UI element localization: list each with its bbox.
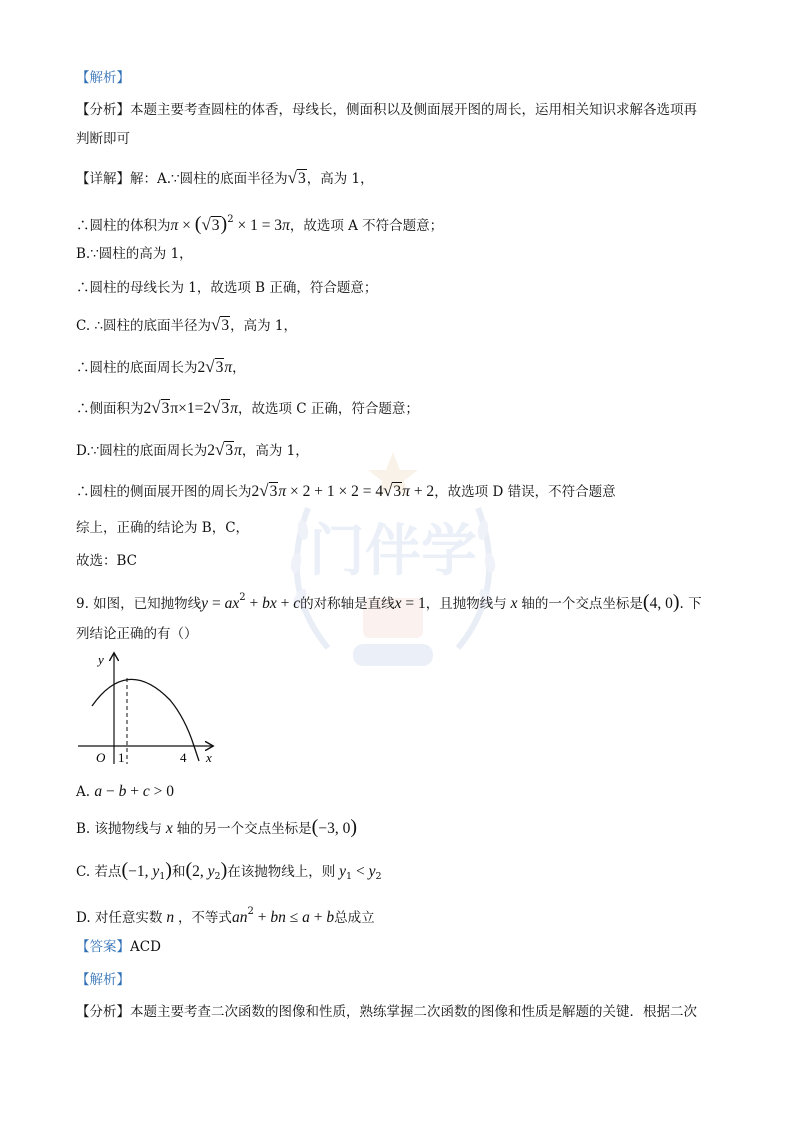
tick-1-label: 1	[118, 750, 125, 765]
y-axis-label: y	[98, 652, 104, 667]
x-axis-label: x	[206, 750, 212, 765]
detail-line-9: ∴圆柱的侧面展开图的周长为2√3π × 2 + 1 × 2 = 4√3π + 2，故选项 D 错误，不符合题意	[76, 481, 616, 500]
detail-line-2: ∴圆柱的体积为$\pi \times (√3)^2 \times 1 = 3\pi$，故选项 A 不符合题意；	[76, 213, 444, 235]
summary-line: 综上，正确的结论为 B，C，	[76, 520, 250, 536]
parabola-curve	[92, 679, 199, 761]
watermark-text: 门伴学	[309, 519, 477, 584]
analysis-heading: 【解析】	[76, 70, 130, 86]
q9-analysis-text: 【分析】本题主要考查二次函数的图像和性质，熟练掌握二次函数的图像和性质是解题的关键．根据二次	[76, 1004, 697, 1020]
q9-option-d: D. 对任意实数 n ，不等式$an^2$ + bn ≤ a + b总成立	[76, 906, 375, 926]
tick-4-label: 4	[180, 750, 187, 765]
choice-line: 故选：BC	[76, 553, 138, 569]
origin-label: O	[96, 750, 106, 765]
detail-line-3: B.∵圆柱的高为 1，	[76, 246, 193, 262]
analysis-text-cont: 判断即可	[76, 131, 130, 147]
q9-stem-line-1: 9. 如图，已知抛物线$y = ax^2$ + bx + c的对称轴是直线x = 1，且抛物线与 x 轴的一个交点坐标是(4, 0). 下	[76, 591, 702, 613]
detail-line-4: ∴圆柱的母线长为 1，故选项 B 正确，符合题意；	[76, 280, 378, 296]
q9-option-b: B. 该抛物线与 x 轴的另一个交点坐标是(−3, 0)	[76, 816, 357, 838]
q9-option-c: C. 若点(−1, $y_1$)和(2, $y_2$)在该抛物线上，则 $y_1 < y_2$	[76, 859, 382, 882]
analysis-text: 【分析】本题主要考查圆柱的体香，母线长，侧面积以及侧面展开图的周长，运用相关知识求解各选项再	[76, 102, 697, 118]
detail-line-7: ∴侧面积为2√3π×1=2√3π，故选项 C 正确，符合题意；	[76, 398, 419, 417]
detail-line-6: ∴圆柱的底面周长为2√3π，	[76, 357, 246, 376]
parabola-graph	[78, 648, 228, 768]
detail-line-8: D.∵圆柱的底面周长为2√3π，高为 1，	[76, 440, 309, 459]
detail-line-5: C. ∴圆柱的底面半径为√3，高为 1，	[76, 315, 298, 334]
detail-line-1: 【详解】解：A.∵圆柱的底面半径为√3，高为 1，	[76, 168, 374, 187]
q9-answer: 【答案】ACD	[76, 939, 161, 955]
q9-option-a: A. a − b + c > 0	[76, 783, 174, 800]
q9-stem-line-2: 列结论正确的有（）	[76, 626, 198, 642]
q9-analysis-heading: 【解析】	[76, 972, 130, 988]
